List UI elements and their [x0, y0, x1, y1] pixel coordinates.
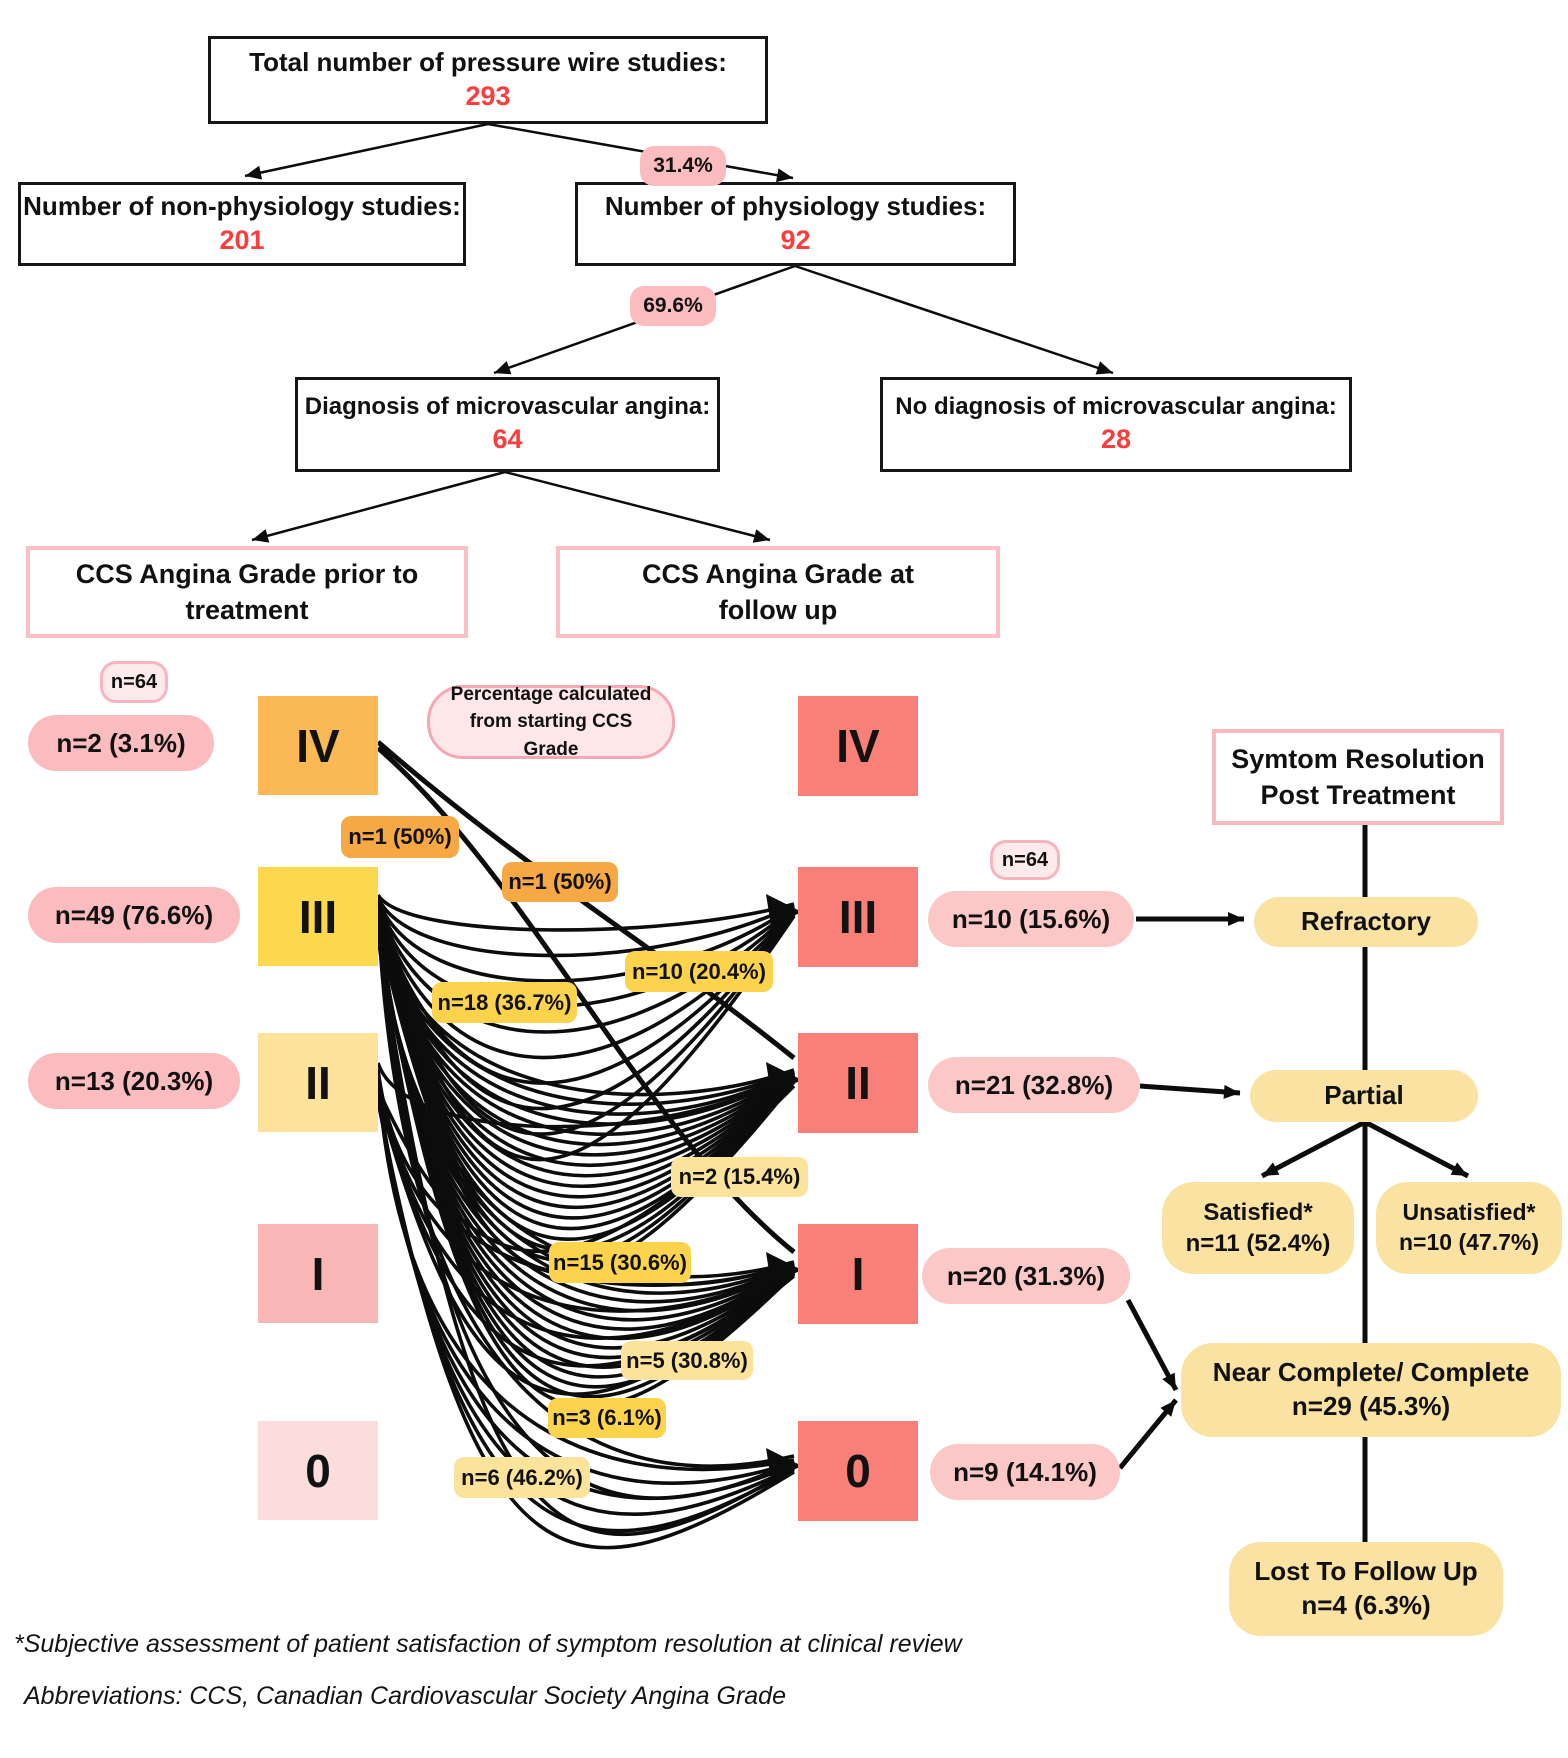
flow-label-III-to-0: n=3 (6.1%)	[548, 1398, 666, 1438]
total-studies-value: 293	[465, 80, 511, 111]
ccs-prior-header	[26, 546, 468, 638]
diagnosis-box	[295, 377, 720, 472]
outcome-near-complete	[1181, 1343, 1561, 1437]
follow-grade-box-III: III	[798, 867, 918, 967]
outcome-satisfied	[1162, 1182, 1354, 1274]
percentage-note-pill	[427, 685, 675, 759]
physiology-value: 92	[780, 224, 811, 255]
outcome-unsatisfied-value: n=10 (47.7%)	[1399, 1229, 1539, 1255]
prior-count-IV: n=2 (3.1%)	[28, 715, 214, 771]
follow-n-badge: n=64	[990, 840, 1060, 880]
ccs-prior-title: CCS Angina Grade prior to treatment	[75, 558, 419, 625]
connector-arrowhead	[245, 166, 262, 180]
connector-line	[795, 266, 1113, 373]
connector-arrowhead	[494, 361, 511, 374]
follow-grade-box-0: 0	[798, 1421, 918, 1521]
outcome-partial	[1250, 1070, 1478, 1122]
physiology-box	[575, 182, 1016, 266]
non-physiology-value: 201	[219, 224, 265, 255]
follow-grade-box-IV: IV	[798, 696, 918, 796]
flow-label-IV-to-II: n=1 (50%)	[341, 816, 459, 858]
diagnosis-label: Diagnosis of microvascular angina:	[304, 392, 711, 420]
no-diagnosis-label: No diagnosis of microvascular angina:	[895, 392, 1337, 420]
outcome-refractory-label: Refractory	[1300, 906, 1432, 937]
connector-arrowhead	[753, 529, 770, 543]
non-physiology-label: Number of non-physiology studies:	[23, 191, 461, 222]
outcome-partial-label: Partial	[1324, 1080, 1404, 1111]
non-physiology-box	[18, 182, 466, 266]
follow-grade-box-I: I	[798, 1224, 918, 1324]
connector-arrowhead	[1096, 361, 1113, 374]
outcome-near-complete-label: Near Complete/ Complete	[1212, 1357, 1530, 1388]
physiology-percent-badge: 31.4%	[640, 146, 726, 186]
flow-label-III-to-III: n=10 (20.4%)	[625, 951, 773, 992]
outcome-lost-to-follow-up	[1229, 1542, 1503, 1636]
outcome-near-complete-value: n=29 (45.3%)	[1291, 1391, 1451, 1421]
connector-arrowhead	[1224, 1085, 1240, 1099]
prior-count-II: n=13 (20.3%)	[28, 1053, 240, 1109]
flow-label-II-to-II: n=2 (15.4%)	[671, 1157, 808, 1197]
prior-grade-box-I: I	[258, 1224, 378, 1323]
prior-grade-box-III: III	[258, 867, 378, 966]
outcome-unsatisfied	[1376, 1182, 1562, 1274]
flow-label-IV-to-I: n=1 (50%)	[502, 862, 618, 902]
follow-count-III: n=10 (15.6%)	[928, 891, 1134, 947]
prior-grade-box-II: II	[258, 1033, 378, 1132]
total-studies-label: Total number of pressure wire studies:	[249, 47, 727, 78]
outcome-satisfied-label: Satisfied*	[1203, 1198, 1313, 1226]
total-studies-box	[208, 36, 768, 124]
connector-arrowhead	[776, 168, 793, 182]
connector-line	[1262, 1122, 1365, 1176]
footnote-subjective: *Subjective assessment of patient satisfaction of symptom resolution at clinical review	[14, 1630, 962, 1658]
symptom-resolution-title: Symtom Resolution Post Treatment	[1231, 743, 1485, 810]
flow-label-III-to-II: n=18 (36.7%)	[432, 982, 577, 1023]
no-diagnosis-box	[880, 377, 1352, 472]
no-diagnosis-value: 28	[1100, 423, 1132, 454]
prior-count-III: n=49 (76.6%)	[28, 887, 240, 943]
connector-line	[252, 472, 505, 540]
footnote-abbreviations: Abbreviations: CCS, Canadian Cardiovascular Society Angina Grade	[24, 1682, 786, 1710]
connector-arrowhead	[1228, 912, 1244, 926]
percentage-note-text: Percentage calculated from starting CCS Grade	[450, 683, 652, 760]
diagnosis-value: 64	[492, 423, 523, 454]
follow-count-0: n=9 (14.1%)	[930, 1444, 1120, 1500]
diagnosis-percent-badge: 69.6%	[630, 286, 716, 326]
ccs-follow-title: CCS Angina Grade at follow up	[641, 558, 915, 625]
prior-grade-box-IV: IV	[258, 696, 378, 795]
connector-line	[1365, 1122, 1468, 1176]
prior-grade-box-0: 0	[258, 1421, 378, 1520]
symptom-resolution-box	[1212, 729, 1504, 825]
connector-line	[505, 472, 770, 540]
follow-count-I: n=20 (31.3%)	[922, 1248, 1130, 1304]
outcome-refractory	[1254, 897, 1478, 947]
follow-count-II: n=21 (32.8%)	[928, 1057, 1140, 1113]
outcome-lost-value: n=4 (6.3%)	[1301, 1590, 1431, 1620]
follow-grade-box-II: II	[798, 1033, 918, 1133]
physiology-label: Number of physiology studies:	[604, 191, 987, 222]
flow-label-II-to-0: n=6 (46.2%)	[454, 1457, 590, 1498]
outcome-satisfied-value: n=11 (52.4%)	[1185, 1230, 1331, 1257]
ccs-follow-header	[556, 546, 1000, 638]
prior-n-badge: n=64	[100, 661, 168, 703]
outcome-unsatisfied-label: Unsatisfied*	[1402, 1199, 1536, 1226]
flow-label-II-to-I: n=5 (30.8%)	[621, 1341, 753, 1380]
connector-line	[245, 124, 488, 176]
flow-label-III-to-I: n=15 (30.6%)	[549, 1242, 691, 1283]
outcome-lost-label: Lost To Follow Up	[1254, 1556, 1478, 1587]
